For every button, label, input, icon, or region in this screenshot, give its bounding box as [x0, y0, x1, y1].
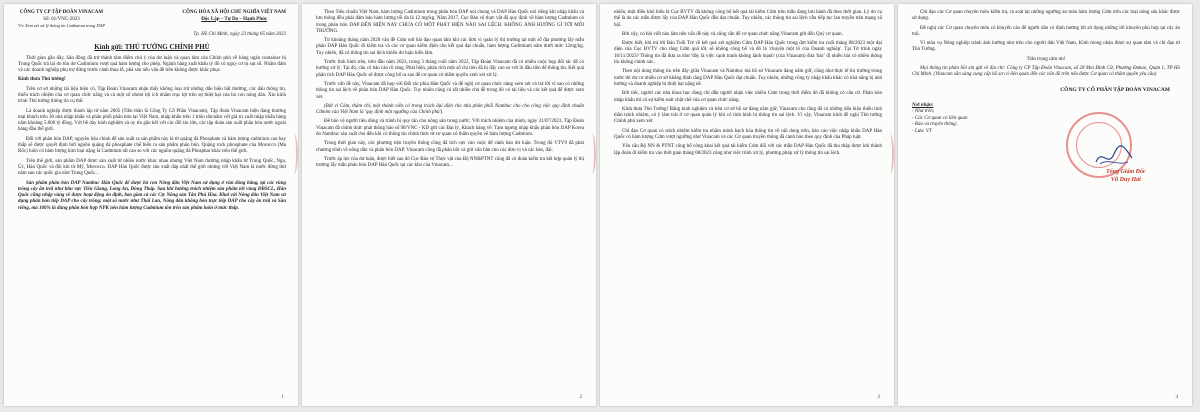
seal-edge: [302, 154, 306, 194]
paragraph: Trước vấn đề này, Vinacam đã họp với Đối tác phía Hàn Quốc và đề nghị cơ quan chức năng xem xét và trả lời vì sao có những thông tin sai lệch về phân bón DAP Hàn Quốc. Tuy nhiên cũng có rất nhiều chủ đề trong đó có tài liệu và các kết quả để được xem xét.: [316, 81, 584, 100]
page-number: 4: [1175, 395, 1178, 400]
document-date: Tp. Hồ Chí Minh, ngày 23 tháng 05 năm 2023: [193, 31, 286, 37]
paragraph: Đối với phân bón DAP, nguyên liệu chính để sản xuất ra sản phẩm này là từ quặng đá Phosphate và hàm lượng cadmium cao hay thấp sẽ được quyết định bởi nguồn quặng đá phosphate chế biến ra sản phẩm phân bón. Quặng rock phosphate của Morocco (Ma Rốc) luôn có hàm lượng kim loại nặng là Cadmium rất cao so với các nguồn quặng đá Phosphat khác trên thế giới.: [18, 136, 286, 155]
seal-edge: [588, 134, 596, 174]
greeting: Kính gửi: THỦ TƯỚNG CHÍNH PHỦ: [94, 42, 210, 51]
recipient-item: - Các Cơ quan có liên quan: [912, 115, 968, 121]
page-number: 2: [579, 395, 582, 400]
national-motto: Độc Lập – Tự Do – Hạnh Phúc: [201, 16, 268, 22]
republic-title: CỘNG HÒA XÃ HỘI CHỦ NGHĨA VIỆT NAM: [182, 10, 286, 15]
paragraph: Bởi vậy, có bài viết nào làm nên vấn đề này và cũng cần để cơ quan chức năng Vinacam gửi đến Quý cơ quan.: [622, 31, 843, 37]
paragraph: Trước áp lực của dư luận, được biết sau đó Cục Bảo vệ Thực vật của Bộ NN&PTNT cũng đã có đoàn kiểm tra kết hợp quản lý thị trường lấy mẫu phân bón DAP Hàn Quốc tại các kho của Vinacam...: [316, 156, 584, 169]
seal-edge: [898, 154, 902, 194]
bullet-item: Chỉ đạo các Cơ quan chuyên môn kiểm tra, rà soát lại những ngưỡng an toàn hàm lượng Cdm trên các loại nông sản khác được sử dụng.: [912, 10, 1180, 22]
signature-company: CÔNG TY CỔ PHẦN TẬP ĐOÀN VINACAM: [1060, 86, 1170, 93]
paragraph: Theo Tiêu chuẩn Việt Nam, hàm lượng Cadimium trong phân bón DAP nói chung và DAP Hàn Quốc nói riêng khi nhập khẩu và lưu thông đều phải đảm bảo hàm lượng tối đa là 12 mg/kg. Năm 2017, Cục Bảo vệ thực vật đã quy định về hàm lượng Cadmium có trong phân bón DAP ĐẾN HIỆN NAY CHƯA CÓ MỘT PHÁT HIỆN NÀO SAI LỆCH. KHÔNG ẢNH HƯỞNG GÌ TỚI MÔI TRƯỜNG.: [316, 10, 584, 34]
recipients-title: Nơi nhận:: [912, 102, 934, 108]
paragraph: Trên cơ sở những tài liệu hiện có, Tập Đoàn Vinacam nhận thấy không loại trừ những dấu hiệu bất thường, các dấu thông tin, thiếu trách nhiệm của cơ quan chức năng và cả một số nhóm lợi ích nhằm trục lợi trên sự thiệt hại của bà con nông dân. Xin kính trình Thủ tướng thông tin cụ thể:: [18, 86, 286, 105]
paragraph: Từ khoảng tháng năm 2020 văn đề Cdm nơi bài đạo quan tâm khi các đơn vị quản lý thị trường tại một số địa phương lấy mẫu phân DAP Hàn Quốc đi kiểm tra và các cơ quan kiểm định cho kết quả đạt chuẩn, hàm lượng Cadimium nằm dưới mức 12mg/kg. Tuy nhiên, đã có thông tin sai lệch khiến dư luận hiểu lầm.: [316, 38, 584, 56]
closing: Trân trọng cảm ơn!: [1026, 56, 1066, 62]
paragraph-emphasis: Để bảo vệ người tiêu dùng và tránh bị quy rằn cho nông sản trong nước; Với trách nhiệm của mình, ngày 31/07/2023, Tập Đoàn Vinacam đã chính thức phát thông báo số 98/VNC - KD gửi các Đại lý, Khách hàng về: Tạm ngưng nhập khẩu phân bón DAP Korea do Nambuc sản xuất cho đến khi có thông tin chính thức từ cơ quan có thẩm quyền về hàm lượng Cadmium.: [316, 119, 584, 138]
recipients: [912, 103, 1180, 136]
letter-header: [18, 10, 286, 30]
signer: [1106, 168, 1146, 184]
page-number: 3: [877, 395, 880, 400]
page-3: [600, 4, 894, 406]
paragraph: Thời gian gần đây, Sản đồng đã trở thành tâm điểm chú ý của dư luận và quan tâm của Chính phủ về hàng ngàn container bị Trung Quốc trả lại do tồn dư Cadimium vượt quá hàm lượng cho phép. Ngành hàng xuất khẩu tỷ đô có nguy cơ bị sụt số. Nhằm đảm và các doanh nghiệp phụ trợ đứng trước cảnh thua lỗ, phá sản nếu vấn đề trên không được khắc phục.: [18, 55, 286, 74]
signature-block: [912, 87, 1180, 93]
recipient-item: - Báo và truyền thông;: [912, 122, 958, 128]
paragraph: Trước tình hình trên, trên đầu năm 2023, trong 3 tháng cuối năm 2022, Tập Đoàn Vinacam đã có nhiều cuộc họp đối tác để có hướng xử lý. Tại đó, cần có báo cáo rõ ràng. Phát hiện, phân tích một số chỉ tiêu đã bị đẩy cao so với lô đầu tiên để thông tin. Kết quả phân tích DAP Hàn Quốc sẽ được công bố ra sao để cơ quan có thẩm quyền xem xét xử lý.: [316, 60, 584, 78]
paragraph: Vì mùa vụ Nông nghiệp tránh ảnh hưởng như trên cho người dân Việt Nam, Kính mong nhận được sự quan tâm và chỉ đạo từ Thủ Tướng.: [912, 41, 1180, 53]
paragraph: Trong thời gian này, các phương tiện truyền thông cũng đã tích cực vào cuộc để cảnh báo dư luận. Trong đó VTV9 đã phát chương trình về nông dân và phân bón DAP. Vinacam cũng đã phản hồi và gửi văn bản cho các đơn vị và các báo, đài.: [316, 141, 584, 153]
paragraph: nhiên, một điều khó hiểu là Cục BVTV đã không công bố kết quả tái kiểm Cdm trên mẫu đang lưu hành đã theo thời gian. Lý do cụ thể là do các mẫu được lấy của DAP Hàn Quốc đều đạt chuẩn. Tuy nhiên, các thông tin sai lệch vẫn tiếp tục lan truyền trên mạng xã hội.: [614, 10, 882, 28]
seal-edge: [290, 134, 298, 174]
paragraph: Là doanh nghiệp được thành lập từ năm 2005 (Tiền thân là Công Ty Cổ Phần Vinacam), Tập đoàn Vinacam hiện đang thương mại khách trên 30 nhà nhập khẩu và phân phối phân bón tại Việt Nam, nhập khẩu trên 1 triệu tấn/năm với giá trị xuất nhập khẩu hàng năm khoảng 5.000 tỷ đồng. Với bề dày kinh nghiệm và uy tín gần kết với các đối tác lớn, các tập đoàn sản xuất phân bón nước ngoài hàng đầu thế giới.: [18, 108, 286, 133]
page-number: 1: [281, 395, 284, 400]
signer-name: Vũ Duy Hải: [1110, 177, 1141, 183]
page-4: [898, 4, 1192, 406]
page-2: [302, 4, 596, 406]
paragraph: Được biết, khi trả lời Báo Tuổi Trẻ về kết quả xét nghiệm Cdm DAP Hàn Quốc trong đợt kiểm tra cuối tháng 08/2023 một đại diện của Cục BVTV cho rằng Cdm quá tốt, sẽ không công bố và đó là 'chuyện một lô của Doanh nghiệp'. Tại Tờ trình ngày 16/11/2023? Thông tin đã đưa ra như 'đây là việc cạnh tranh không lành mạnh' (của Vinacam) đưa 'bác' đi nhiều bài có nhiều thông tin không chính xác.: [614, 41, 882, 66]
salutation: Kính thưa Thủ tướng!: [18, 77, 66, 83]
recipient-item: - Lưu: VT: [912, 128, 932, 134]
paragraph-emphasis: Sản phẩm phân bón DAP Nambuc Hàn Quốc để được bà con Nông dân Việt Nam sử dụng ở vùn đồng bằng, tại các vùng trồng cây ăn trái như khu vực Tiền Giang, Long An, Đồng Tháp. Sau khi hướng trách nhiệm sản phẩm tới vùng ĐBSCL, Hàn Quốc cũng nhập vùng về được hoạt động ổn định, bao gồm cả các Cty Nông sản Tân Phú Hòa. Khai với Nông dân Việt Nam sử dụng phân bón tiếp DAP cho cây trồng; một số nước như Thái Lan, Nông dân không bón trực tiếp DAP cho cây ăn trái và Sầu riêng, mà 100% là dùng phân bón hợp NPK nên hàm lượng Cadmium tồn trên sản phẩm luôn ở mức thấp.: [18, 180, 286, 211]
seal-edge: [886, 134, 894, 174]
paragraph: (Bởi vì Cảm, thậm chí, một thành viên có trong trách đại diện cho nhà phân phối Nambuc cho cho công việc quy định chuẩn Cdmim của Việt Nam là 'quy định một ngưỡng của Chính phủ').: [316, 103, 584, 116]
bullet-item: Yêu cầu Bộ NN & PTNT công bố công khai kết quả tái kiểm Cdm đối với các mẫu DAP Hàn Quốc đã thu thập được khi thành lập đoàn đi kiểm tra vào thời gian tháng 08/2023 cũng như việc trình xử lý, phương pháp xử lý thông tin sai lệch.: [614, 144, 882, 156]
header-left: [18, 10, 105, 30]
company-name: CÔNG TY CP TẬP ĐOÀN VINACAM: [19, 10, 104, 15]
page-1: [4, 4, 298, 406]
paragraph: Theo nội dung thông tin trên đây giữa Vinacam và Nambuc mà hồ sơ Vinacam đang nắm giữ, cũng như thực tế thị trường trong nước thì dư cơ nhiều cơ sở khẳng định rằng DAP Hàn Quốc đạt chuẩn. Tuy nhiên, những công ty nhập khẩu khác có khả năng bị ảnh hưởng và doanh nghiệp bị thiệt hại nặng nề.: [614, 69, 882, 87]
bullet-item: Đề nghị các Cơ quan chuyên môn có khuyến cáo để người dân có định hướng lời sử dụng những lời khuyên phù hợp tại cây ăn trái.: [912, 25, 1180, 37]
document-subject: V/v Xem xét xử lý thông tin Cadimium trong DAP: [18, 23, 105, 28]
document-number: Số: 01/VNC-2023: [43, 16, 80, 22]
header-right: [182, 10, 286, 30]
signer-title: Tổng Giám Đốc: [1106, 169, 1146, 175]
contact-note: Mọi thông tin phản hồi xin gửi về địa chỉ: Công ty CP Tập Đoàn Vinacam, số 28 Mai Đình Cử, Phường Đakao, Quận 1, TP Hồ Chí Minh. (Vinacam sẵn sàng cung cấp hồ sơ có liên quan đến các vấn đề trên nếu được Cơ quan có thẩm quyền yêu cầu): [912, 66, 1180, 78]
bullet-item: Chỉ đạo Cơ quan có trách nhiệm kiểm tra nhằm minh bạch hóa thông tin về nội dung trên, báo cáo việc nhập khẩu DAP Hàn Quốc có hàm lượng Cdm vượt ngưỡng như Vinacam và các Cơ quan truyền thông đã cảnh báo theo quy định của Pháp luật.: [614, 128, 882, 141]
paragraph: Bởi tiếc, người các nhà khoa học đang chỉ dẫn người nhận việc nhiều Cdm trong thời điểm đó đã không có căn cứ. Phân bón nhập khẩu thì có sự kiểm soát chặt chẽ của cơ quan chức năng.: [614, 91, 882, 103]
seal-edge: [600, 154, 604, 194]
paragraph: Kính thưa Thủ Tướng! Bằng kinh nghiệm và trên cơ sở hồ sơ đang nắm giữ, Vinacam cho rằng đã có những dấu hiệu thiếu tinh thần trách nhiệm, có ý làm trái ở cơ quan quản lý khi có tình hình bị thông tin sai lệch. Vì vậy, Vinacam kính đề nghị Thủ tướng Chính phủ xem xét:: [614, 106, 882, 125]
paragraph: Trên thế giới, sản phẩm DAP được sản xuất từ nhiều nước khác nhau nhưng Việt Nam thường nhập khẩu từ Trung Quốc, Nga, Úc, Hàn Quốc và đôi khi từ Mỹ, Morocco. DAP Hàn Quốc được sản xuất đáp nhất thế giới nhưng với Việt Nam là nước đứng thứ năm sau các quốc gia như Trung Quốc...: [18, 158, 286, 177]
recipient-item: - Như trên;: [912, 109, 935, 115]
signature-scribble: [1094, 144, 1134, 170]
